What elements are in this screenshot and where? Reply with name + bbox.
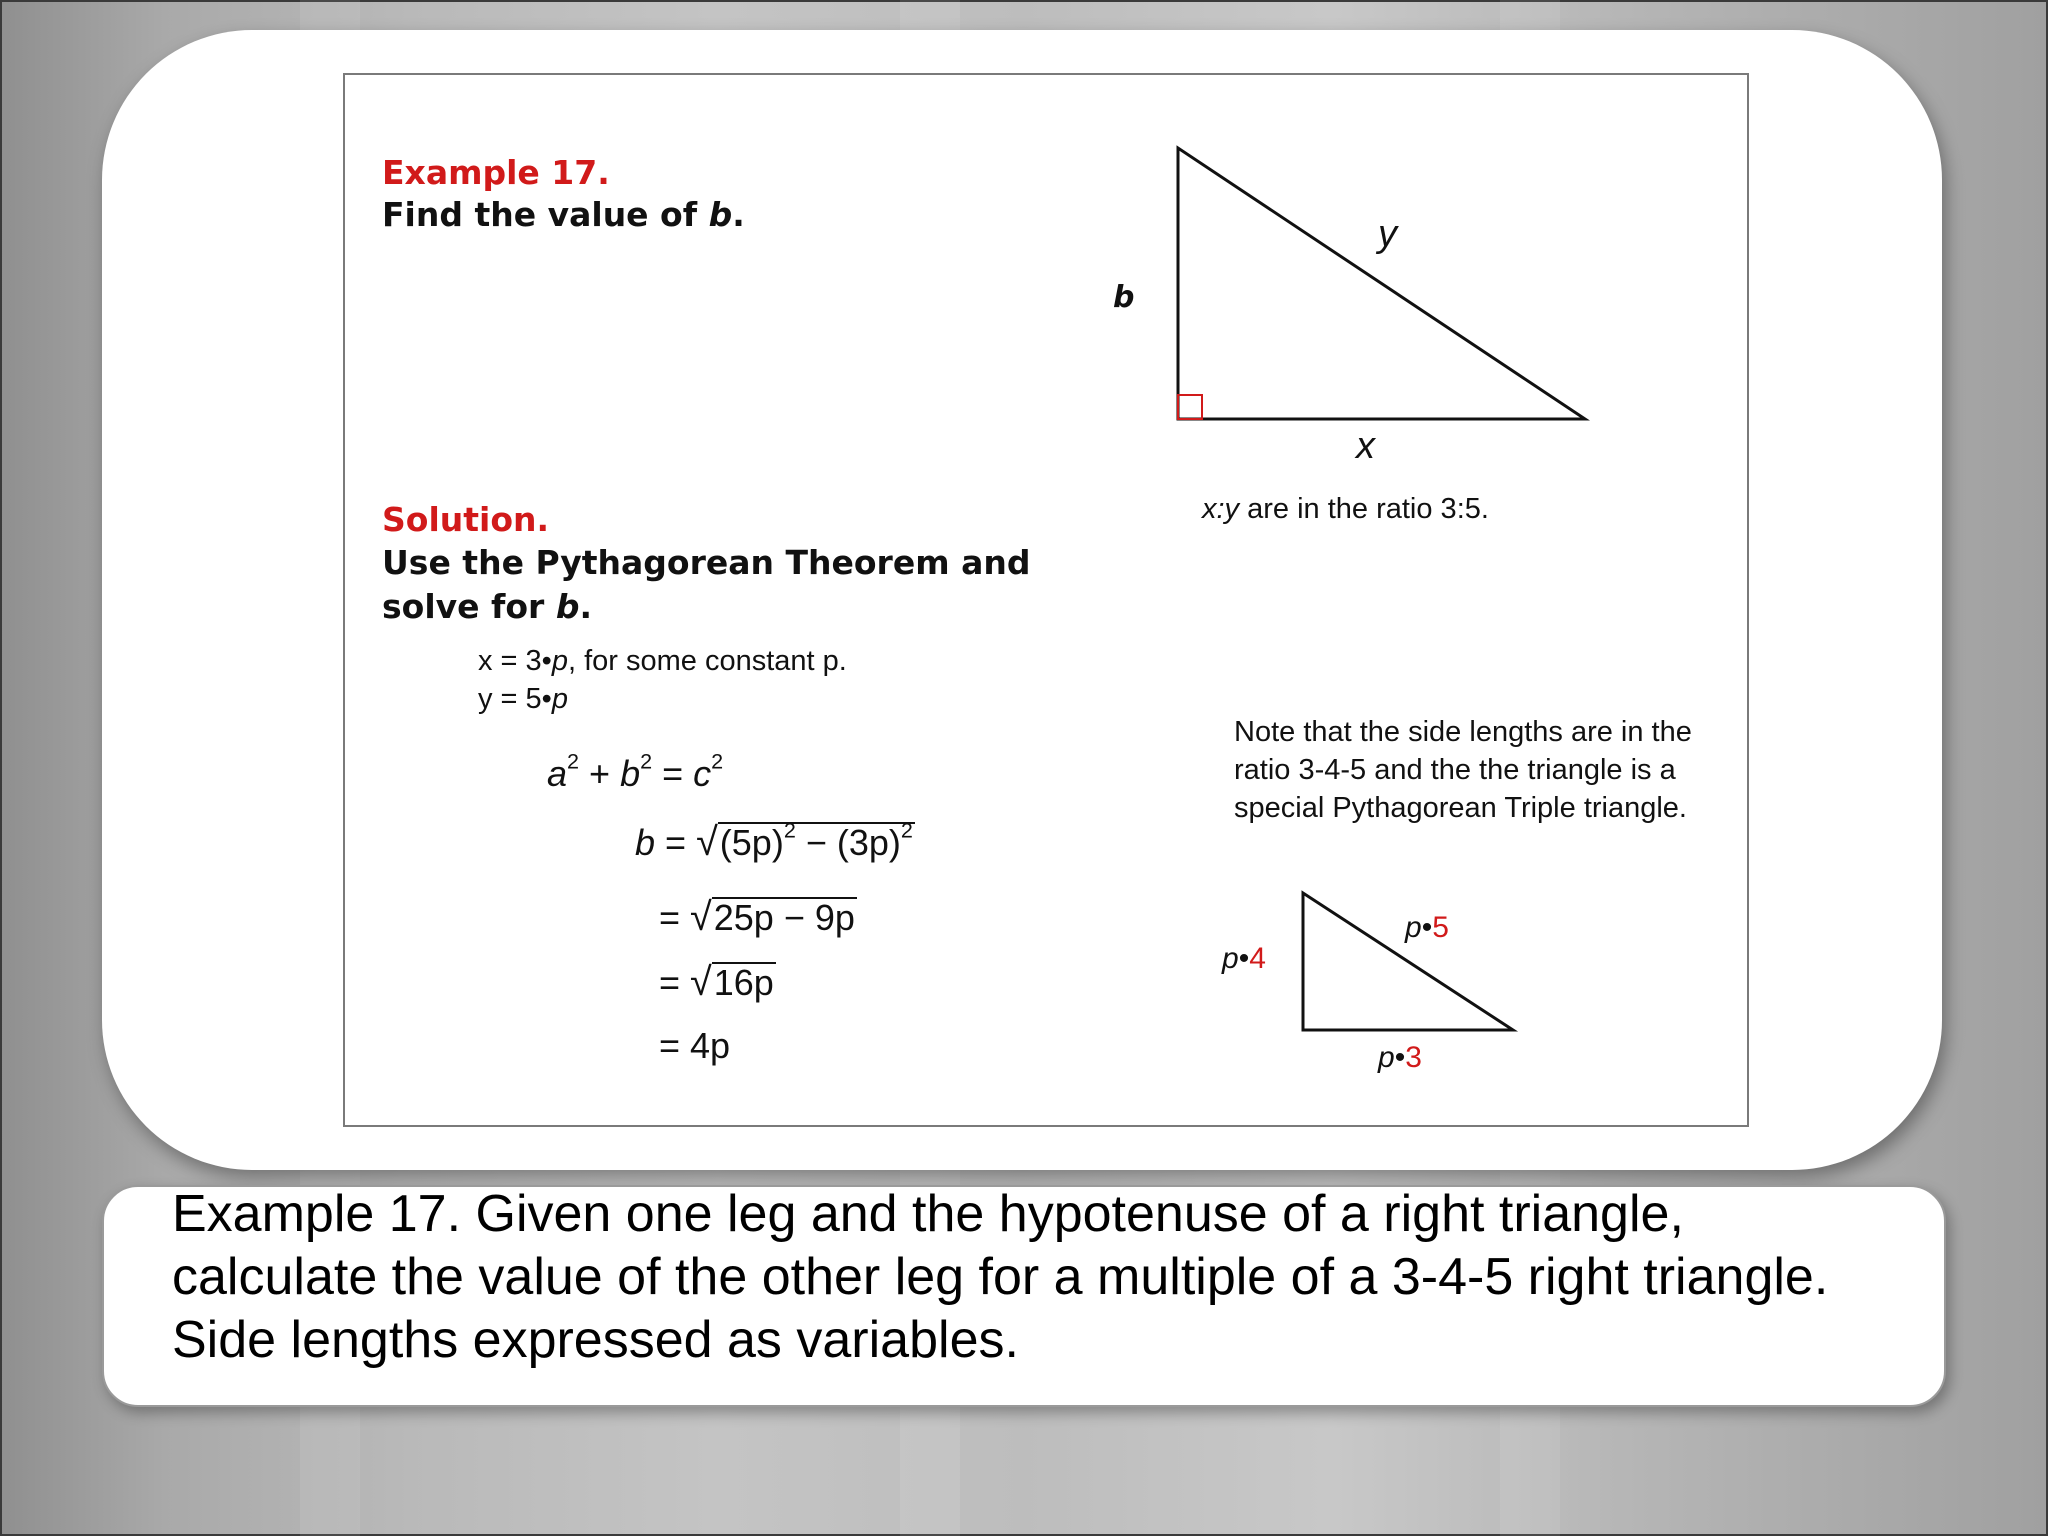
given-y: y = 5•p xyxy=(478,683,568,715)
main-triangle xyxy=(345,75,1747,1125)
equation-step-2: = √25p − 9p xyxy=(659,895,855,939)
problem-prompt: Find the value of b. xyxy=(382,195,745,234)
label-b: b xyxy=(1113,280,1135,315)
note-text: Note that the side lengths are in the ratio 3-4-5 and the the triangle is a special Pythagorean Triple triangle. xyxy=(1234,716,1692,824)
equation-step-3: = √16p xyxy=(659,960,774,1004)
equation-step-1: $b = √(5p)^2 - (3p)^2$ xyxy=(635,817,913,864)
small-label-vertical: p•4 xyxy=(1222,942,1266,975)
small-label-hypotenuse: p•5 xyxy=(1405,911,1449,944)
label-x: x xyxy=(1356,425,1375,467)
solution-line-1: Use the Pythagorean Theorem and xyxy=(382,543,1031,582)
solution-title: Solution. xyxy=(382,500,550,539)
solution-line-2: solve for b. xyxy=(382,587,592,626)
small-label-horizontal: p•3 xyxy=(1378,1041,1422,1074)
main-triangle-shape xyxy=(1178,148,1585,419)
ratio-statement: x:y are in the ratio 3:5. xyxy=(1202,493,1489,525)
equation-result: = 4p xyxy=(659,1025,731,1066)
caption-text: Example 17. Given one leg and the hypotenuse of a right triangle, calculate the value of the other leg for a multiple of a 3-4-5 right triangle. Side lengths expressed as variables. xyxy=(172,1185,1829,1369)
given-x: x = 3•p, for some constant p. xyxy=(478,645,847,677)
label-y: y xyxy=(1378,213,1397,255)
example-title: Example 17. xyxy=(382,153,610,192)
equation-pythagorean: $a^2 + b^2 = c^2$ xyxy=(547,748,724,794)
example-slide xyxy=(343,73,1749,1127)
right-angle-marker xyxy=(1178,395,1202,419)
